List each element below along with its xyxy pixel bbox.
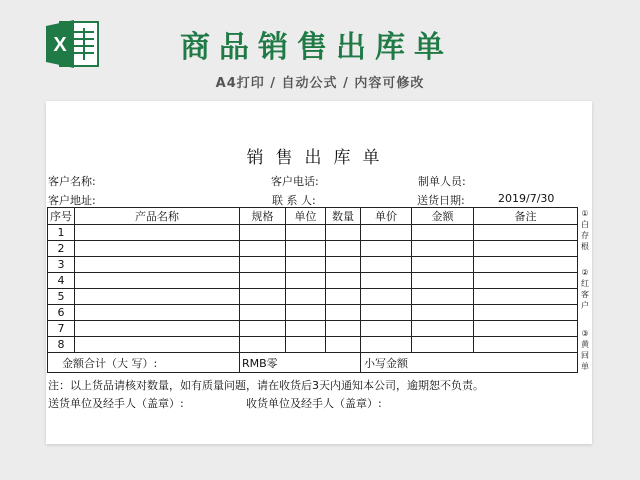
table-cell[interactable] <box>286 257 326 273</box>
row-number: 2 <box>48 241 75 257</box>
table-cell[interactable] <box>286 305 326 321</box>
table-cell[interactable] <box>75 321 240 337</box>
table-cell[interactable] <box>286 273 326 289</box>
table-cell[interactable] <box>286 225 326 241</box>
table-cell[interactable] <box>286 321 326 337</box>
row-number: 7 <box>48 321 75 337</box>
table-cell[interactable] <box>240 225 286 241</box>
total-upper-value[interactable]: RMB零 <box>240 353 361 373</box>
table-cell[interactable] <box>412 241 474 257</box>
table-cell[interactable] <box>326 305 361 321</box>
delivery-date-value: 2019/7/30 <box>498 192 555 205</box>
column-header: 产品名称 <box>75 208 240 225</box>
table-row <box>48 241 578 257</box>
table-cell[interactable] <box>75 305 240 321</box>
creator-label: 制单人员: <box>418 175 466 188</box>
column-header: 单位 <box>286 208 326 225</box>
table-cell[interactable] <box>474 241 578 257</box>
table-cell[interactable] <box>240 305 286 321</box>
table-cell[interactable] <box>474 305 578 321</box>
table-row <box>48 257 578 273</box>
items-table <box>47 207 578 373</box>
table-cell[interactable] <box>240 289 286 305</box>
column-header: 规格 <box>240 208 286 225</box>
customer-address-label: 客户地址: <box>48 194 96 207</box>
table-cell[interactable] <box>240 241 286 257</box>
table-cell[interactable] <box>361 337 412 353</box>
header-banner <box>0 0 640 100</box>
table-row <box>48 337 578 353</box>
table-cell[interactable] <box>75 225 240 241</box>
table-cell[interactable] <box>412 289 474 305</box>
table-cell[interactable] <box>474 337 578 353</box>
table-row <box>48 273 578 289</box>
table-cell[interactable] <box>412 305 474 321</box>
page-subtitle: A4打印 / 自动公式 / 内容可修改 <box>215 76 425 91</box>
table-cell[interactable] <box>240 273 286 289</box>
table-cell[interactable] <box>240 337 286 353</box>
table-cell[interactable] <box>361 273 412 289</box>
table-header-row <box>48 208 578 225</box>
row-number: 1 <box>48 225 75 241</box>
table-row <box>48 289 578 305</box>
row-number: 6 <box>48 305 75 321</box>
total-upper-label: 金额合计（大 写）: <box>48 353 240 373</box>
column-header: 单价 <box>361 208 412 225</box>
table-cell[interactable] <box>361 305 412 321</box>
document-title: 销售出库单 <box>246 148 392 168</box>
table-cell[interactable] <box>326 321 361 337</box>
table-cell[interactable] <box>326 257 361 273</box>
column-header: 序号 <box>48 208 75 225</box>
table-cell[interactable] <box>474 273 578 289</box>
customer-name-label: 客户名称: <box>48 175 96 188</box>
column-header: 金额 <box>412 208 474 225</box>
table-cell[interactable] <box>412 321 474 337</box>
copy-note-white: ① 白 存 根 <box>581 209 589 251</box>
row-number: 3 <box>48 257 75 273</box>
table-cell[interactable] <box>412 257 474 273</box>
table-cell[interactable] <box>474 225 578 241</box>
invoice-sheet <box>46 101 592 444</box>
table-cell[interactable] <box>240 257 286 273</box>
table-cell[interactable] <box>412 273 474 289</box>
footer-note: 注：以上货品请核对数量，如有质量问题，请在收货后3天内通知本公司，逾期恕不负责。 <box>48 379 484 392</box>
row-number: 5 <box>48 289 75 305</box>
receiver-signature-label: 收货单位及经手人（盖章）: <box>246 397 382 410</box>
page-title: 商品销售出库单 <box>180 30 453 65</box>
table-cell[interactable] <box>286 337 326 353</box>
table-cell[interactable] <box>286 241 326 257</box>
table-cell[interactable] <box>361 321 412 337</box>
totals-row <box>48 353 578 373</box>
table-cell[interactable] <box>326 337 361 353</box>
table-cell[interactable] <box>75 273 240 289</box>
table-row <box>48 225 578 241</box>
table-cell[interactable] <box>412 225 474 241</box>
delivery-date-label: 送货日期: <box>417 194 465 207</box>
table-row <box>48 305 578 321</box>
table-cell[interactable] <box>75 257 240 273</box>
excel-icon <box>44 18 102 70</box>
table-cell[interactable] <box>474 257 578 273</box>
table-cell[interactable] <box>75 241 240 257</box>
row-number: 8 <box>48 337 75 353</box>
table-cell[interactable] <box>286 289 326 305</box>
copy-note-red: ② 红 客 户 <box>581 268 589 310</box>
table-cell[interactable] <box>326 289 361 305</box>
column-header: 数量 <box>326 208 361 225</box>
copy-note-yellow: ③ 黄 回 单 <box>581 329 589 371</box>
contact-label: 联 系 人: <box>272 194 316 207</box>
table-cell[interactable] <box>361 257 412 273</box>
table-cell[interactable] <box>240 321 286 337</box>
table-cell[interactable] <box>474 289 578 305</box>
table-cell[interactable] <box>326 241 361 257</box>
table-cell[interactable] <box>361 225 412 241</box>
customer-phone-label: 客户电话: <box>271 175 319 188</box>
table-cell[interactable] <box>412 337 474 353</box>
row-number: 4 <box>48 273 75 289</box>
table-cell[interactable] <box>326 225 361 241</box>
table-cell[interactable] <box>361 241 412 257</box>
table-cell[interactable] <box>474 321 578 337</box>
table-row <box>48 321 578 337</box>
table-cell[interactable] <box>326 273 361 289</box>
sender-signature-label: 送货单位及经手人（盖章）: <box>48 397 184 410</box>
total-lower-label[interactable]: 小写金额 <box>361 353 578 373</box>
table-cell[interactable] <box>75 289 240 305</box>
svg-text:X: X <box>53 34 67 56</box>
column-header: 备注 <box>474 208 578 225</box>
table-cell[interactable] <box>361 289 412 305</box>
table-cell[interactable] <box>75 337 240 353</box>
